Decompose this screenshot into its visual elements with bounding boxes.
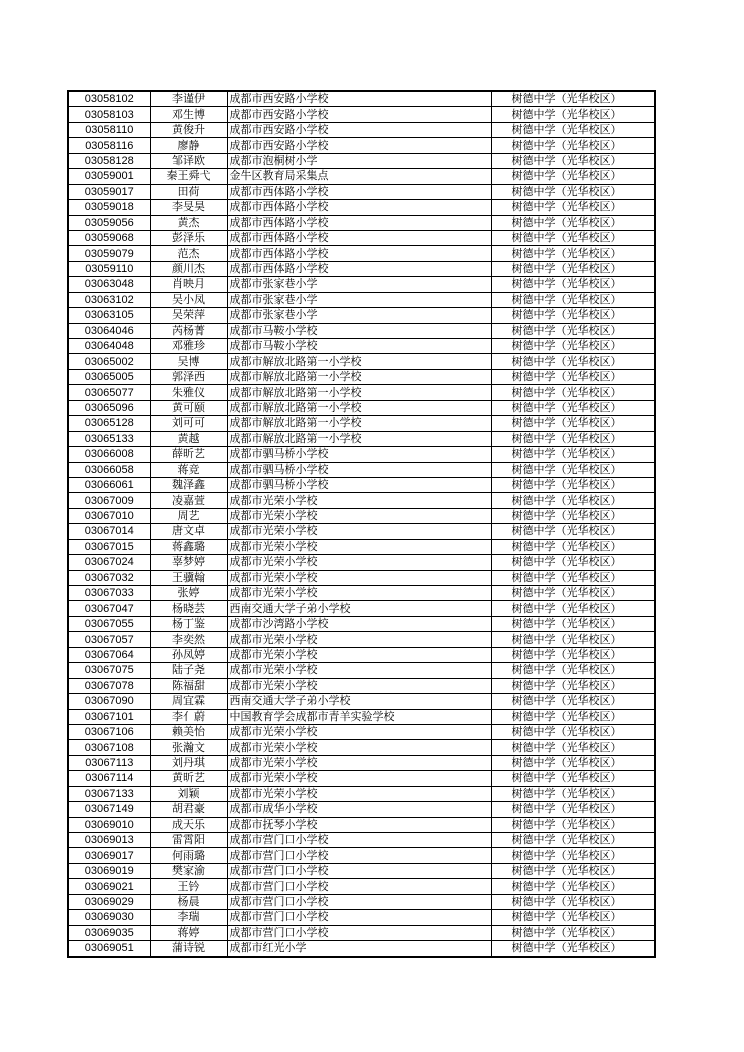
- primary-school-cell: 中国教育学会成都市青羊实验学校: [227, 709, 491, 724]
- student-id-cell: 03067024: [68, 555, 150, 570]
- table-row: [68, 107, 655, 122]
- primary-school-cell: 成都市解放北路第一小学校: [227, 400, 491, 415]
- student-name-cell: 黄杰: [150, 215, 227, 230]
- table-row: [68, 539, 655, 554]
- student-name-cell: 郭泽西: [150, 369, 227, 384]
- admitted-school-cell: 树德中学（光华校区）: [491, 755, 655, 770]
- admitted-school-cell: 树德中学（光华校区）: [491, 200, 655, 215]
- table-row: [68, 771, 655, 786]
- student-id-cell: 03067064: [68, 647, 150, 662]
- primary-school-cell: 成都市光荣小学校: [227, 570, 491, 585]
- table-row: [68, 91, 655, 107]
- student-name-cell: 芮杨菁: [150, 323, 227, 338]
- student-id-cell: 03065133: [68, 431, 150, 446]
- admitted-school-cell: 树德中学（光华校区）: [491, 184, 655, 199]
- student-id-cell: 03067149: [68, 802, 150, 817]
- table-row: [68, 817, 655, 832]
- table-row: [68, 586, 655, 601]
- primary-school-cell: 成都市泡桐树小学: [227, 153, 491, 168]
- student-name-cell: 朱雅仪: [150, 385, 227, 400]
- admitted-school-cell: 树德中学（光华校区）: [491, 385, 655, 400]
- admitted-school-cell: 树德中学（光华校区）: [491, 477, 655, 492]
- admitted-school-cell: 树德中学（光华校区）: [491, 709, 655, 724]
- admitted-school-cell: 树德中学（光华校区）: [491, 694, 655, 709]
- table-row: [68, 261, 655, 276]
- student-id-cell: 03067015: [68, 539, 150, 554]
- table-row: [68, 709, 655, 724]
- table-row: [68, 616, 655, 631]
- student-id-cell: 03058110: [68, 122, 150, 137]
- primary-school-cell: 成都市营门口小学校: [227, 848, 491, 863]
- table-row: [68, 477, 655, 492]
- primary-school-cell: 成都市光荣小学校: [227, 724, 491, 739]
- primary-school-cell: 成都市光荣小学校: [227, 508, 491, 523]
- admitted-school-cell: 树德中学（光华校区）: [491, 215, 655, 230]
- student-id-cell: 03067014: [68, 524, 150, 539]
- admitted-school-cell: 树德中学（光华校区）: [491, 863, 655, 878]
- student-id-cell: 03059018: [68, 200, 150, 215]
- student-name-cell: 范杰: [150, 246, 227, 261]
- admitted-school-cell: 树德中学（光华校区）: [491, 910, 655, 925]
- table-row: [68, 663, 655, 678]
- admitted-school-cell: 树德中学（光华校区）: [491, 91, 655, 107]
- student-id-cell: 03067057: [68, 632, 150, 647]
- primary-school-cell: 成都市营门口小学校: [227, 925, 491, 940]
- student-id-cell: 03064046: [68, 323, 150, 338]
- student-id-cell: 03065002: [68, 354, 150, 369]
- table-row: [68, 601, 655, 616]
- student-id-cell: 03069029: [68, 894, 150, 909]
- primary-school-cell: 成都市营门口小学校: [227, 894, 491, 909]
- student-id-cell: 03067113: [68, 755, 150, 770]
- table-body: [68, 91, 655, 957]
- student-id-cell: 03065096: [68, 400, 150, 415]
- student-id-cell: 03063048: [68, 277, 150, 292]
- table-row: [68, 215, 655, 230]
- admitted-school-cell: 树德中学（光华校区）: [491, 802, 655, 817]
- student-id-cell: 03065077: [68, 385, 150, 400]
- admitted-school-cell: 树德中学（光华校区）: [491, 339, 655, 354]
- primary-school-cell: 成都市成华小学校: [227, 802, 491, 817]
- primary-school-cell: 成都市西体路小学校: [227, 215, 491, 230]
- admitted-school-cell: 树德中学（光华校区）: [491, 230, 655, 245]
- student-name-cell: 李旻昊: [150, 200, 227, 215]
- student-name-cell: 邹译欧: [150, 153, 227, 168]
- table-row: [68, 184, 655, 199]
- primary-school-cell: 成都市光荣小学校: [227, 647, 491, 662]
- student-name-cell: 唐文卓: [150, 524, 227, 539]
- admitted-school-cell: 树德中学（光华校区）: [491, 308, 655, 323]
- student-id-cell: 03067032: [68, 570, 150, 585]
- student-name-cell: 黄可颐: [150, 400, 227, 415]
- student-name-cell: 胡君豪: [150, 802, 227, 817]
- admitted-school-cell: 树德中学（光华校区）: [491, 369, 655, 384]
- student-name-cell: 黄昕艺: [150, 771, 227, 786]
- primary-school-cell: 成都市光荣小学校: [227, 524, 491, 539]
- student-name-cell: 李奕然: [150, 632, 227, 647]
- primary-school-cell: 成都市西体路小学校: [227, 230, 491, 245]
- table-row: [68, 200, 655, 215]
- table-row: [68, 555, 655, 570]
- primary-school-cell: 成都市光荣小学校: [227, 663, 491, 678]
- primary-school-cell: 成都市张家巷小学: [227, 292, 491, 307]
- student-name-cell: 刘可可: [150, 416, 227, 431]
- primary-school-cell: 成都市西安路小学校: [227, 107, 491, 122]
- primary-school-cell: 成都市解放北路第一小学校: [227, 416, 491, 431]
- student-name-cell: 刘丹琪: [150, 755, 227, 770]
- primary-school-cell: 成都市西体路小学校: [227, 246, 491, 261]
- student-id-cell: 03067078: [68, 678, 150, 693]
- primary-school-cell: 成都市西安路小学校: [227, 138, 491, 153]
- student-name-cell: 张婷: [150, 586, 227, 601]
- table-row: [68, 385, 655, 400]
- student-name-cell: 黄俊升: [150, 122, 227, 137]
- table-row: [68, 894, 655, 909]
- table-row: [68, 122, 655, 137]
- student-name-cell: 成天乐: [150, 817, 227, 832]
- table-row: [68, 879, 655, 894]
- admitted-school-cell: 树德中学（光华校区）: [491, 539, 655, 554]
- table-row: [68, 508, 655, 523]
- student-name-cell: 薛昕艺: [150, 447, 227, 462]
- admitted-school-cell: 树德中学（光华校区）: [491, 246, 655, 261]
- admitted-school-cell: 树德中学（光华校区）: [491, 663, 655, 678]
- student-name-cell: 邓雅珍: [150, 339, 227, 354]
- table-row: [68, 848, 655, 863]
- table-row: [68, 786, 655, 801]
- admitted-school-cell: 树德中学（光华校区）: [491, 601, 655, 616]
- student-id-cell: 03067133: [68, 786, 150, 801]
- student-id-cell: 03058128: [68, 153, 150, 168]
- admitted-school-cell: 树德中学（光华校区）: [491, 632, 655, 647]
- table-row: [68, 632, 655, 647]
- student-name-cell: 王骥翰: [150, 570, 227, 585]
- student-id-cell: 03067010: [68, 508, 150, 523]
- primary-school-cell: 成都市抚琴小学校: [227, 817, 491, 832]
- primary-school-cell: 成都市马鞍小学校: [227, 323, 491, 338]
- admitted-school-cell: 树德中学（光华校区）: [491, 277, 655, 292]
- primary-school-cell: 成都市张家巷小学: [227, 277, 491, 292]
- table-row: [68, 447, 655, 462]
- student-id-cell: 03067108: [68, 740, 150, 755]
- student-name-cell: 邓生博: [150, 107, 227, 122]
- student-name-cell: 凌嘉萱: [150, 493, 227, 508]
- table-row: [68, 910, 655, 925]
- primary-school-cell: 成都市光荣小学校: [227, 493, 491, 508]
- table-row: [68, 570, 655, 585]
- student-id-cell: 03063105: [68, 308, 150, 323]
- admitted-school-cell: 树德中学（光华校区）: [491, 879, 655, 894]
- student-id-cell: 03067009: [68, 493, 150, 508]
- student-name-cell: 黄越: [150, 431, 227, 446]
- admitted-school-cell: 树德中学（光华校区）: [491, 586, 655, 601]
- admitted-school-cell: 树德中学（光华校区）: [491, 122, 655, 137]
- table-row: [68, 138, 655, 153]
- admitted-school-cell: 树德中学（光华校区）: [491, 462, 655, 477]
- student-name-cell: 雷霄阳: [150, 833, 227, 848]
- student-name-cell: 廖静: [150, 138, 227, 153]
- primary-school-cell: 成都市营门口小学校: [227, 879, 491, 894]
- table-row: [68, 369, 655, 384]
- primary-school-cell: 成都市光荣小学校: [227, 555, 491, 570]
- student-id-cell: 03059079: [68, 246, 150, 261]
- primary-school-cell: 成都市张家巷小学: [227, 308, 491, 323]
- admitted-school-cell: 树德中学（光华校区）: [491, 724, 655, 739]
- table-row: [68, 724, 655, 739]
- table-row: [68, 678, 655, 693]
- table-row: [68, 863, 655, 878]
- admission-table: [67, 90, 656, 958]
- student-id-cell: 03067090: [68, 694, 150, 709]
- student-name-cell: 吴荣萍: [150, 308, 227, 323]
- student-name-cell: 杨丁鉴: [150, 616, 227, 631]
- primary-school-cell: 成都市光荣小学校: [227, 786, 491, 801]
- student-id-cell: 03066008: [68, 447, 150, 462]
- student-name-cell: 刘颖: [150, 786, 227, 801]
- table-row: [68, 524, 655, 539]
- admitted-school-cell: 树德中学（光华校区）: [491, 169, 655, 184]
- student-name-cell: 肖映月: [150, 277, 227, 292]
- student-id-cell: 03059110: [68, 261, 150, 276]
- student-name-cell: 赖美怡: [150, 724, 227, 739]
- student-id-cell: 03069013: [68, 833, 150, 848]
- primary-school-cell: 成都市驷马桥小学校: [227, 477, 491, 492]
- primary-school-cell: 成都市西安路小学校: [227, 91, 491, 107]
- admitted-school-cell: 树德中学（光华校区）: [491, 570, 655, 585]
- admitted-school-cell: 树德中学（光华校区）: [491, 493, 655, 508]
- student-name-cell: 王钤: [150, 879, 227, 894]
- table-row: [68, 230, 655, 245]
- student-name-cell: 蒲诗锐: [150, 941, 227, 957]
- student-id-cell: 03067114: [68, 771, 150, 786]
- student-name-cell: 吴博: [150, 354, 227, 369]
- primary-school-cell: 金牛区教育局采集点: [227, 169, 491, 184]
- primary-school-cell: 西南交通大学子弟小学校: [227, 601, 491, 616]
- admitted-school-cell: 树德中学（光华校区）: [491, 616, 655, 631]
- admitted-school-cell: 树德中学（光华校区）: [491, 786, 655, 801]
- primary-school-cell: 成都市光荣小学校: [227, 632, 491, 647]
- table-row: [68, 755, 655, 770]
- admitted-school-cell: 树德中学（光华校区）: [491, 153, 655, 168]
- student-name-cell: 吴小凤: [150, 292, 227, 307]
- student-id-cell: 03064048: [68, 339, 150, 354]
- student-id-cell: 03069051: [68, 941, 150, 957]
- student-id-cell: 03067055: [68, 616, 150, 631]
- primary-school-cell: 成都市西安路小学校: [227, 122, 491, 137]
- primary-school-cell: 成都市西体路小学校: [227, 261, 491, 276]
- table-row: [68, 308, 655, 323]
- table-row: [68, 431, 655, 446]
- student-name-cell: 魏泽鑫: [150, 477, 227, 492]
- student-id-cell: 03059068: [68, 230, 150, 245]
- admitted-school-cell: 树德中学（光华校区）: [491, 431, 655, 446]
- student-name-cell: 张瀚文: [150, 740, 227, 755]
- primary-school-cell: 成都市沙湾路小学校: [227, 616, 491, 631]
- primary-school-cell: 成都市西体路小学校: [227, 184, 491, 199]
- student-id-cell: 03069017: [68, 848, 150, 863]
- student-id-cell: 03069035: [68, 925, 150, 940]
- admitted-school-cell: 树德中学（光华校区）: [491, 771, 655, 786]
- student-name-cell: 秦王舜弋: [150, 169, 227, 184]
- primary-school-cell: 成都市马鞍小学校: [227, 339, 491, 354]
- student-name-cell: 颜川杰: [150, 261, 227, 276]
- student-name-cell: 蒋鑫璐: [150, 539, 227, 554]
- table-row: [68, 169, 655, 184]
- primary-school-cell: 成都市解放北路第一小学校: [227, 385, 491, 400]
- student-name-cell: 李瑞: [150, 910, 227, 925]
- student-id-cell: 03059056: [68, 215, 150, 230]
- primary-school-cell: 西南交通大学子弟小学校: [227, 694, 491, 709]
- primary-school-cell: 成都市光荣小学校: [227, 740, 491, 755]
- student-id-cell: 03069030: [68, 910, 150, 925]
- table-row: [68, 493, 655, 508]
- admitted-school-cell: 树德中学（光华校区）: [491, 941, 655, 957]
- student-id-cell: 03069021: [68, 879, 150, 894]
- table-row: [68, 925, 655, 940]
- admitted-school-cell: 树德中学（光华校区）: [491, 740, 655, 755]
- student-name-cell: 陆子尧: [150, 663, 227, 678]
- table-row: [68, 833, 655, 848]
- admitted-school-cell: 树德中学（光华校区）: [491, 508, 655, 523]
- primary-school-cell: 成都市驷马桥小学校: [227, 447, 491, 462]
- table-row: [68, 246, 655, 261]
- student-id-cell: 03067047: [68, 601, 150, 616]
- admitted-school-cell: 树德中学（光华校区）: [491, 524, 655, 539]
- primary-school-cell: 成都市光荣小学校: [227, 586, 491, 601]
- table-row: [68, 277, 655, 292]
- table-row: [68, 462, 655, 477]
- admitted-school-cell: 树德中学（光华校区）: [491, 107, 655, 122]
- primary-school-cell: 成都市营门口小学校: [227, 863, 491, 878]
- student-id-cell: 03069019: [68, 863, 150, 878]
- table-row: [68, 416, 655, 431]
- student-id-cell: 03067101: [68, 709, 150, 724]
- primary-school-cell: 成都市光荣小学校: [227, 771, 491, 786]
- table-row: [68, 400, 655, 415]
- student-name-cell: 李谨伊: [150, 91, 227, 107]
- student-name-cell: 樊家渝: [150, 863, 227, 878]
- admitted-school-cell: 树德中学（光华校区）: [491, 894, 655, 909]
- student-name-cell: 何雨璐: [150, 848, 227, 863]
- admitted-school-cell: 树德中学（光华校区）: [491, 848, 655, 863]
- student-id-cell: 03058116: [68, 138, 150, 153]
- student-id-cell: 03066058: [68, 462, 150, 477]
- admitted-school-cell: 树德中学（光华校区）: [491, 416, 655, 431]
- student-id-cell: 03058102: [68, 91, 150, 107]
- admitted-school-cell: 树德中学（光华校区）: [491, 292, 655, 307]
- primary-school-cell: 成都市解放北路第一小学校: [227, 354, 491, 369]
- admitted-school-cell: 树德中学（光华校区）: [491, 555, 655, 570]
- admitted-school-cell: 树德中学（光华校区）: [491, 261, 655, 276]
- admitted-school-cell: 树德中学（光华校区）: [491, 323, 655, 338]
- table-row: [68, 941, 655, 957]
- table-row: [68, 647, 655, 662]
- student-id-cell: 03059017: [68, 184, 150, 199]
- student-id-cell: 03059001: [68, 169, 150, 184]
- student-name-cell: 彭泽乐: [150, 230, 227, 245]
- student-id-cell: 03058103: [68, 107, 150, 122]
- primary-school-cell: 成都市驷马桥小学校: [227, 462, 491, 477]
- primary-school-cell: 成都市解放北路第一小学校: [227, 369, 491, 384]
- primary-school-cell: 成都市解放北路第一小学校: [227, 431, 491, 446]
- student-id-cell: 03066061: [68, 477, 150, 492]
- student-name-cell: 周艺: [150, 508, 227, 523]
- primary-school-cell: 成都市西体路小学校: [227, 200, 491, 215]
- student-name-cell: 杨晨: [150, 894, 227, 909]
- student-name-cell: 孙凤婷: [150, 647, 227, 662]
- table-row: [68, 292, 655, 307]
- student-id-cell: 03063102: [68, 292, 150, 307]
- student-id-cell: 03067075: [68, 663, 150, 678]
- student-name-cell: 周宜霖: [150, 694, 227, 709]
- table-row: [68, 153, 655, 168]
- primary-school-cell: 成都市光荣小学校: [227, 755, 491, 770]
- admitted-school-cell: 树德中学（光华校区）: [491, 354, 655, 369]
- admitted-school-cell: 树德中学（光华校区）: [491, 678, 655, 693]
- student-id-cell: 03069010: [68, 817, 150, 832]
- student-id-cell: 03067106: [68, 724, 150, 739]
- student-name-cell: 蒋竞: [150, 462, 227, 477]
- primary-school-cell: 成都市营门口小学校: [227, 910, 491, 925]
- student-id-cell: 03065128: [68, 416, 150, 431]
- student-name-cell: 李亻蔚: [150, 709, 227, 724]
- student-name-cell: 杨晓芸: [150, 601, 227, 616]
- student-name-cell: 辜梦婷: [150, 555, 227, 570]
- student-id-cell: 03065005: [68, 369, 150, 384]
- admitted-school-cell: 树德中学（光华校区）: [491, 647, 655, 662]
- table-row: [68, 339, 655, 354]
- table-row: [68, 740, 655, 755]
- table-row: [68, 694, 655, 709]
- table-row: [68, 323, 655, 338]
- admitted-school-cell: 树德中学（光华校区）: [491, 925, 655, 940]
- primary-school-cell: 成都市光荣小学校: [227, 539, 491, 554]
- admitted-school-cell: 树德中学（光华校区）: [491, 833, 655, 848]
- admitted-school-cell: 树德中学（光华校区）: [491, 447, 655, 462]
- admitted-school-cell: 树德中学（光华校区）: [491, 400, 655, 415]
- table-row: [68, 354, 655, 369]
- table-row: [68, 802, 655, 817]
- student-name-cell: 田荷: [150, 184, 227, 199]
- student-id-cell: 03067033: [68, 586, 150, 601]
- primary-school-cell: 成都市光荣小学校: [227, 678, 491, 693]
- student-name-cell: 蒋婷: [150, 925, 227, 940]
- student-name-cell: 陈福甜: [150, 678, 227, 693]
- admitted-school-cell: 树德中学（光华校区）: [491, 138, 655, 153]
- primary-school-cell: 成都市红光小学: [227, 941, 491, 957]
- primary-school-cell: 成都市营门口小学校: [227, 833, 491, 848]
- admitted-school-cell: 树德中学（光华校区）: [491, 817, 655, 832]
